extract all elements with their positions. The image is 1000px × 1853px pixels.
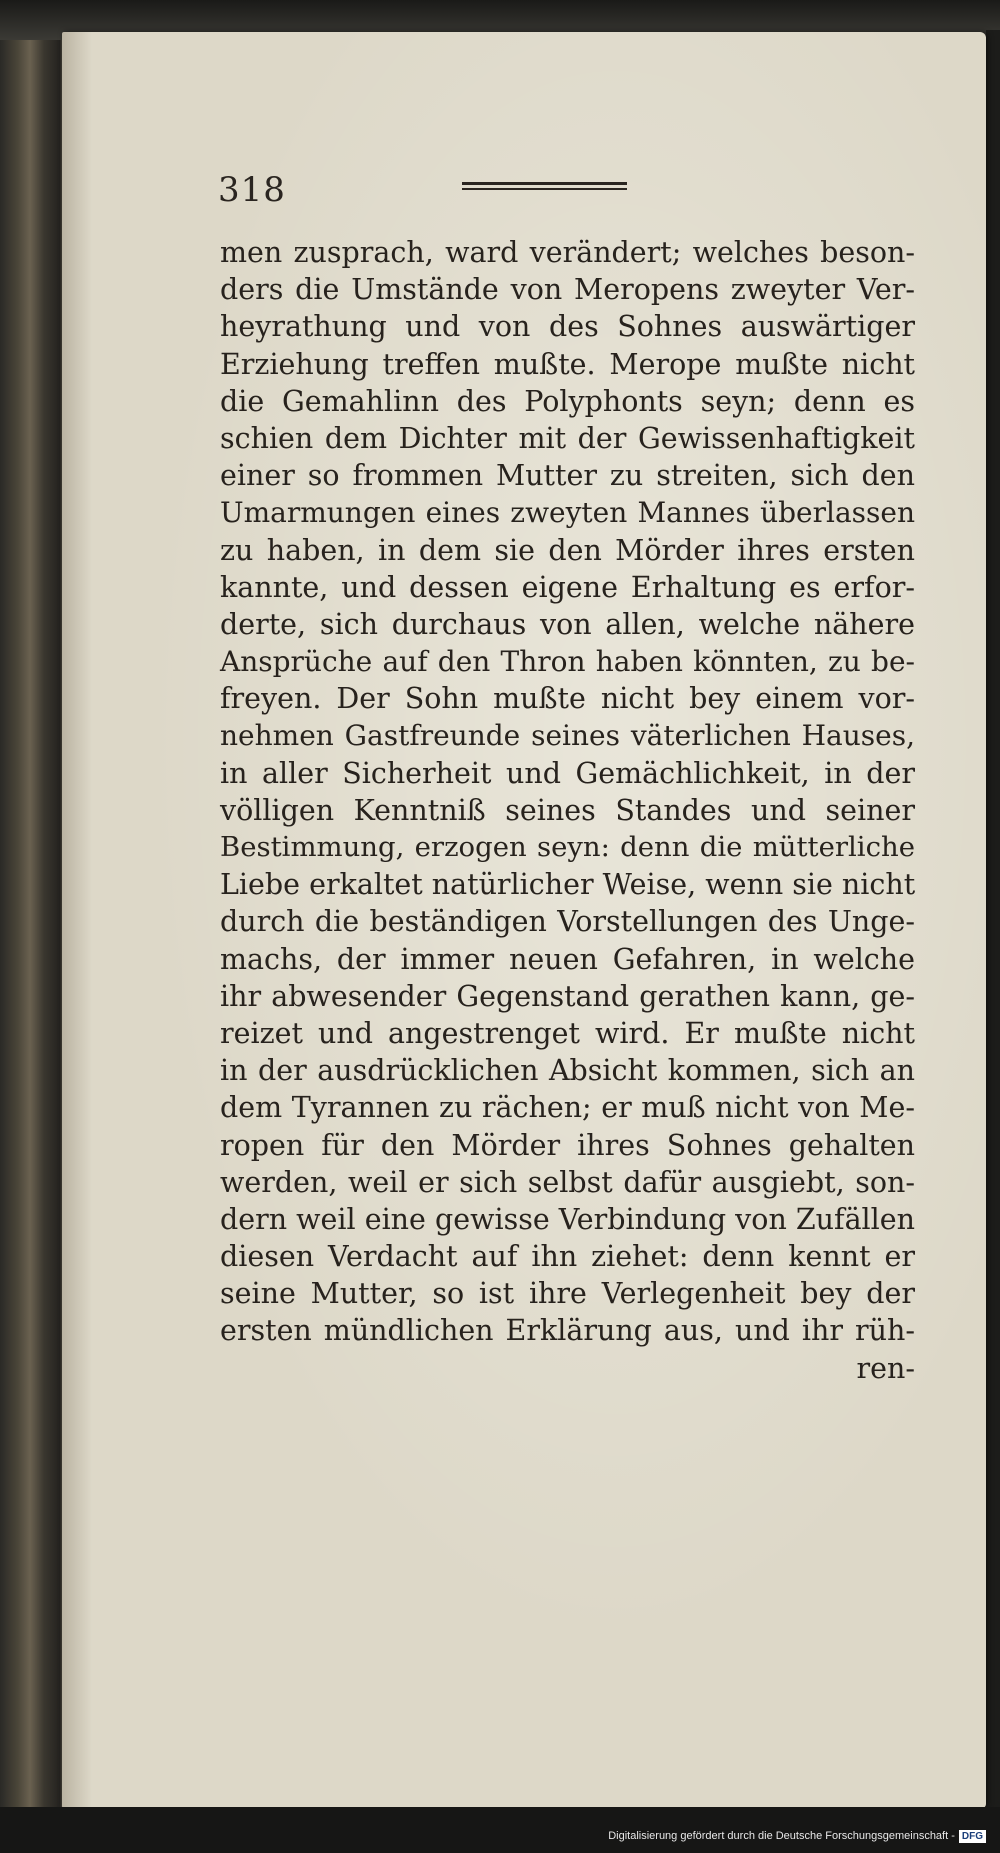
text-line: diesen Verdacht auf ihn ziehet: denn kennt er — [220, 1240, 915, 1274]
text-line: ihr abwesender Gegenstand gerathen kann, ge- — [220, 979, 915, 1013]
body-text — [220, 234, 915, 1387]
text-line: in aller Sicherheit und Gemächlichkeit, in der — [220, 756, 915, 790]
text-line: freyen. Der Sohn mußte nicht bey einem vor- — [220, 682, 915, 716]
text-line: durch die beständigen Vorstellungen des Unge- — [220, 905, 915, 939]
text-line: dem Tyrannen zu rächen; er muß nicht von Me- — [220, 1091, 915, 1125]
text-line: derte, sich durchaus von allen, welche nähere — [220, 607, 915, 641]
catchword: ren- — [856, 1351, 915, 1385]
text-line: nehmen Gastfreunde seines väterlichen Hauses, — [220, 719, 915, 753]
text-line: machs, der immer neuen Gefahren, in welche — [220, 942, 915, 976]
text-line: in der ausdrücklichen Absicht kommen, sich an — [220, 1054, 915, 1088]
header-rule — [462, 182, 627, 191]
text-line: men zusprach, ward verändert; welches beson- — [220, 236, 915, 269]
right-edge — [986, 30, 1000, 1820]
text-line: Bestimmung, erzogen seyn: denn die mütterliche — [220, 831, 915, 863]
text-line: ersten mündlichen Erklärung aus, und ihr rüh- — [220, 1314, 915, 1348]
text-line: seine Mutter, so ist ihre Verlegenheit bey der — [220, 1277, 915, 1311]
text-line: Umarmungen eines zweyten Mannes überlassen — [220, 496, 915, 530]
text-line: die Gemahlinn des Polyphonts seyn; denn es — [220, 384, 915, 418]
text-line: reizet und angestrenget wird. Er mußte nicht — [220, 1016, 915, 1050]
header-rule-thick — [462, 182, 627, 185]
header-rule-thin — [462, 188, 627, 190]
text-line: schien dem Dichter mit der Gewissenhaftigkeit — [220, 421, 915, 455]
text-line: völligen Kenntniß seines Standes und seiner — [220, 793, 915, 827]
digitization-credit — [608, 1830, 986, 1843]
text-line: werden, weil er sich selbst dafür ausgiebt, son- — [220, 1165, 915, 1199]
text-line: kannte, und dessen eigene Erhaltung es erfor- — [220, 570, 915, 604]
book-spine — [0, 40, 70, 1820]
text-line: Ansprüche auf den Thron haben könnten, zu be- — [220, 645, 915, 679]
text-line: Erziehung treffen mußte. Merope mußte nicht — [220, 347, 915, 381]
text-line: ropen für den Mörder ihres Sohnes gehalten — [220, 1128, 915, 1162]
credit-text: Digitalisierung gefördert durch die Deutsche Forschungsgemeinschaft - — [608, 1830, 955, 1842]
text-line: zu haben, in dem sie den Mörder ihres ersten — [220, 533, 915, 567]
text-line: ders die Umstände von Meropens zweyter Ver- — [220, 273, 915, 307]
text-line: heyrathung und von des Sohnes auswärtiger — [220, 310, 915, 344]
text-line: dern weil eine gewisse Verbindung von Zufällen — [220, 1202, 916, 1236]
page-number: 318 — [218, 170, 286, 210]
text-line: Liebe erkaltet natürlicher Weise, wenn sie nicht — [220, 868, 916, 902]
dfg-logo: DFG — [959, 1830, 986, 1843]
text-line: einer so frommen Mutter zu streiten, sich den — [220, 459, 915, 493]
